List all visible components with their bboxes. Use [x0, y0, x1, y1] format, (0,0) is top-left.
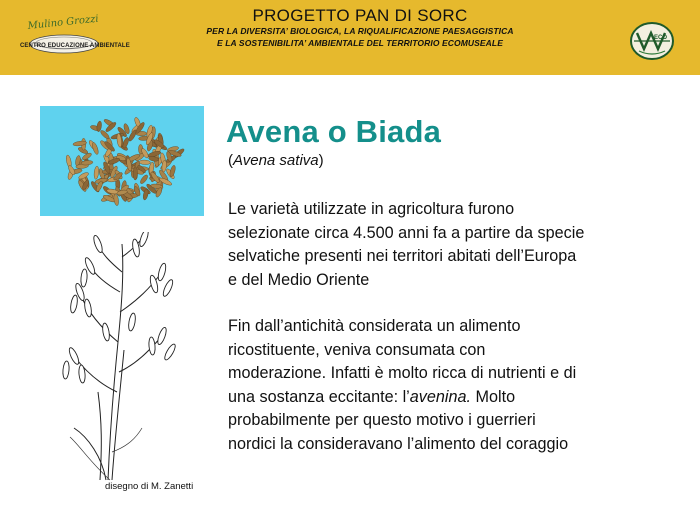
- paragraph-history: [228, 315, 668, 456]
- paragraph-line: moderazione. Infatti è molto ricca di nutrienti e di: [228, 364, 577, 382]
- avenina-term: avenina.: [409, 387, 471, 406]
- paragraph-line: probabilmente per questo motivo i guerrieri: [228, 411, 536, 429]
- oat-seed: [139, 160, 151, 165]
- header-banner: [0, 0, 700, 75]
- logo-eco-text: ECO: [654, 35, 668, 41]
- paragraph-line: [228, 386, 668, 410]
- header-subtitle-line2: E LA SOSTENIBILITA’ AMBIENTALE DEL TERRITORIO ECOMUSEALE: [217, 38, 503, 48]
- paragraph-line: selezionate circa 4.500 anni fa a partire da specie: [228, 223, 585, 242]
- scientific-name-text: Avena sativa: [233, 152, 319, 169]
- logo-caption: CENTRO EDUCAZIONE AMBIENTALE: [20, 43, 130, 49]
- paragraph-line: Fin dall’antichità considerata un alimento: [228, 317, 521, 335]
- line-text: una sostanza eccitante: l’: [228, 387, 410, 406]
- line-text: Molto: [470, 387, 516, 406]
- paragraph-line: Le varietà utilizzate in agricoltura furono: [228, 200, 515, 218]
- oat-plant-drawing: [40, 232, 210, 482]
- oat-seed: [81, 160, 93, 166]
- oat-seeds-photo: [40, 106, 204, 216]
- paragraph-line: nordici la consideravano l’alimento del coraggio: [228, 434, 569, 453]
- paragraph-line: e del Medio Oriente: [228, 270, 370, 289]
- oat-seed: [94, 166, 100, 180]
- mulino-logo: [14, 12, 130, 62]
- oat-seed: [133, 167, 138, 180]
- scientific-paren-close: ): [318, 152, 324, 169]
- paragraph-origin: [228, 198, 668, 292]
- header-subtitle-line1: PER LA DIVERSITA’ BIOLOGICA, LA RIQUALIFICAZIONE PAESAGGISTICA: [206, 26, 514, 36]
- oat-seed: [139, 174, 149, 185]
- paragraph-line: selvatiche presenti nei territori abitati dell’Europa: [228, 247, 577, 265]
- page-title: Avena o Biada: [226, 114, 442, 149]
- image-credit: disegno di M. Zanetti: [105, 481, 194, 492]
- scientific-paren-open: (: [228, 152, 233, 169]
- header-title: PROGETTO PAN DI SORC: [252, 6, 468, 25]
- ecomuseo-logo: [629, 21, 675, 61]
- scientific-name: [228, 152, 324, 169]
- logo-script-text: Mulino Grozzi: [27, 13, 100, 32]
- header-text-block: [150, 6, 570, 49]
- paragraph-line: ricostituente, veniva consumata con: [228, 340, 486, 359]
